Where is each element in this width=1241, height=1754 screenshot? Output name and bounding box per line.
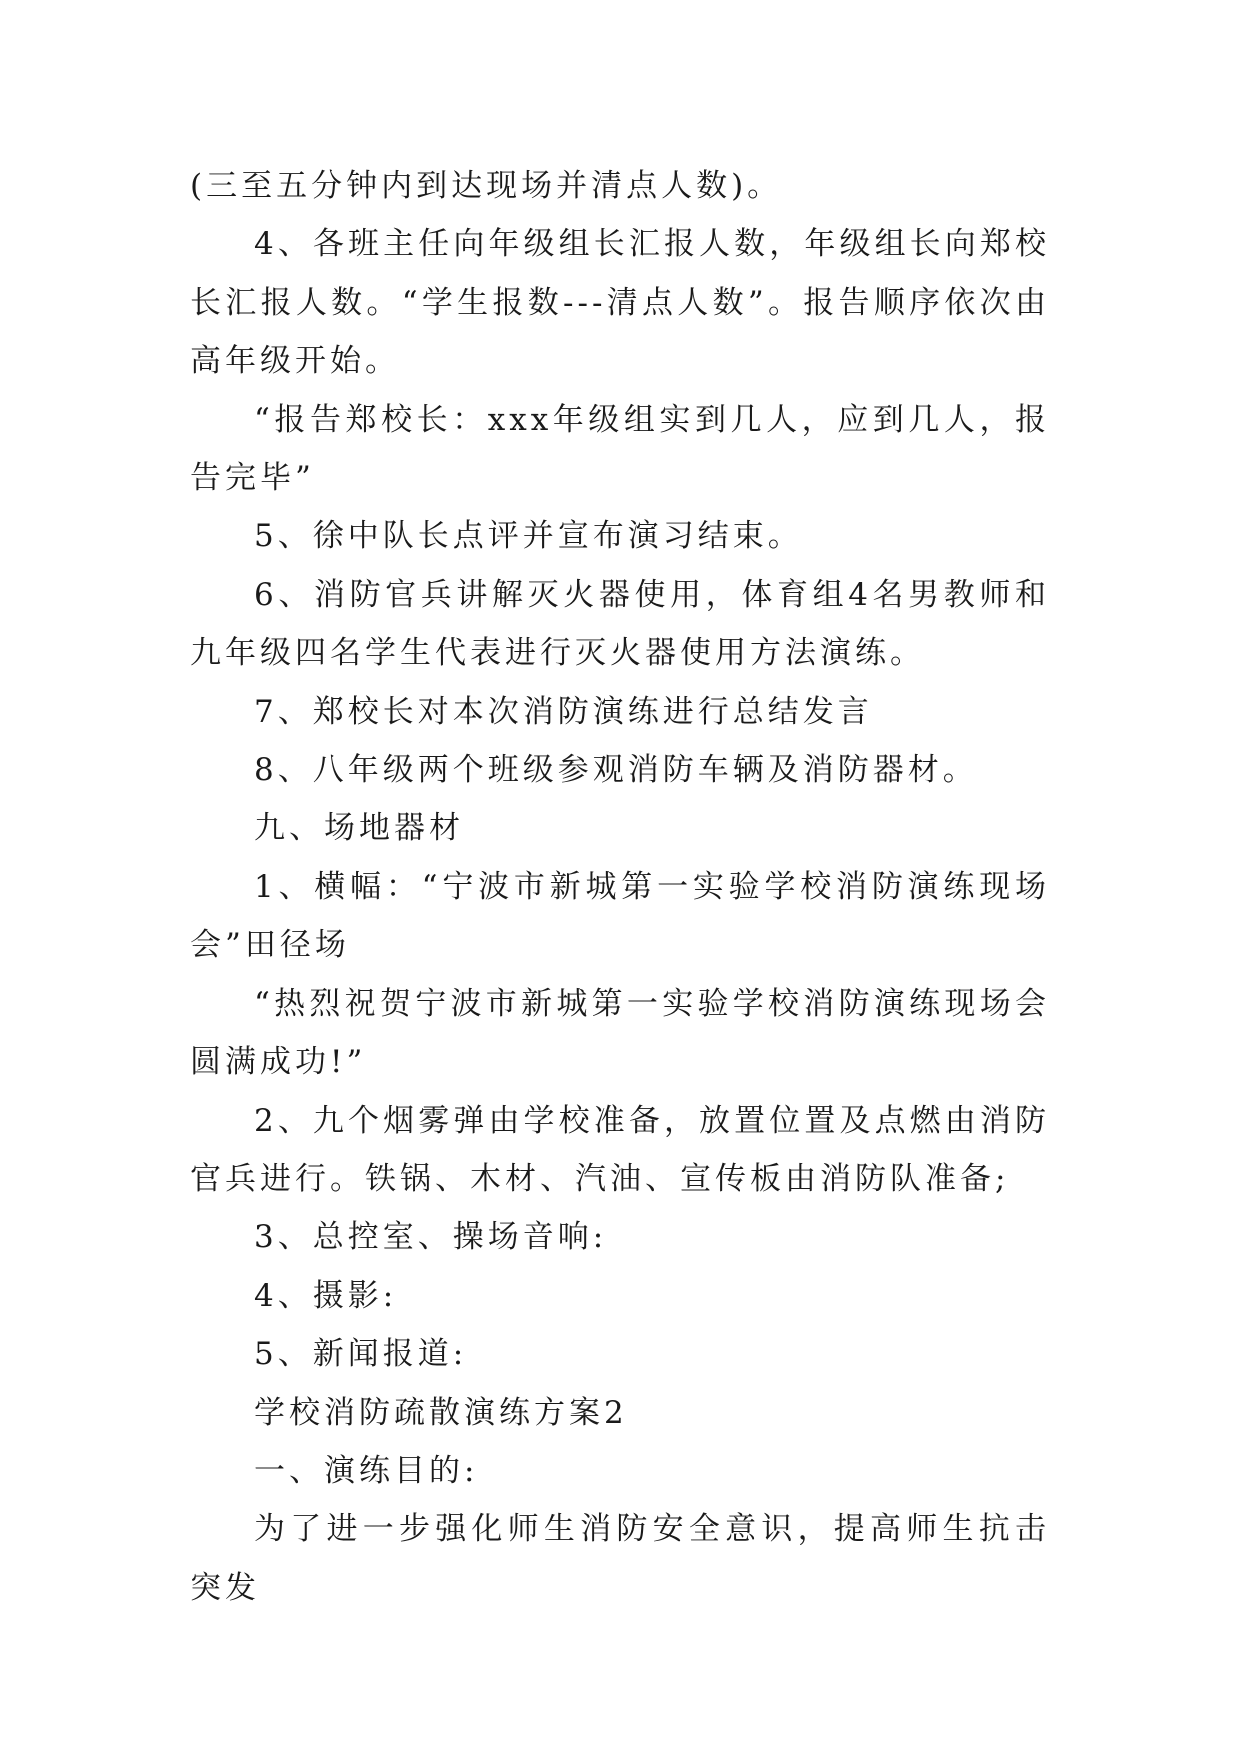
paragraph-1: (三至五分钟内到达现场并清点人数)。 (190, 168, 783, 204)
section-heading-1: 一、演练目的: (254, 1452, 479, 1489)
paragraph-7: 8、八年级两个班级参观消防车辆及消防器材。 (254, 752, 978, 789)
document-title-2: 学校消防疏散演练方案2 (254, 1394, 628, 1431)
paragraph-8: 1、横幅：“宁波市新城第一实验学校消防演练现场会”田径场 (190, 868, 1050, 964)
paragraph-10: 2、九个烟雾弹由学校准备，放置位置及点燃由消防官兵进行。铁锅、木材、汽油、宣传板由消防队准备; (190, 1102, 1050, 1197)
section-heading-9: 九、场地器材 (254, 810, 464, 847)
paragraph-12: 4、摄影: (254, 1277, 398, 1314)
paragraph-11: 3、总控室、操场音响: (254, 1219, 608, 1256)
paragraph-6: 7、郑校长对本次消防演练进行总结发言 (254, 693, 873, 730)
paragraph-5: 6、消防官兵讲解灭火器使用，体育组4名男教师和九年级四名学生代表进行灭火器使用方法演练。 (190, 576, 1050, 672)
paragraph-3: “报告郑校长：xxx年级组实到几人，应到几人，报告完毕” (190, 401, 1050, 497)
paragraph-2: 4、各班主任向年级组长汇报人数，年级组长向郑校长汇报人数。“学生报数---清点人数”。报告顺序依次由高年级开始。 (190, 226, 1050, 380)
paragraph-9: “热烈祝贺宁波市新城第一实验学校消防演练现场会圆满成功!” (190, 985, 1050, 1081)
paragraph-4: 5、徐中队长点评并宣布演习结束。 (254, 518, 803, 555)
document-body (190, 157, 1050, 1617)
paragraph-13: 5、新闻报道: (254, 1336, 468, 1373)
paragraph-14: 为了进一步强化师生消防安全意识，提高师生抗击突发 (190, 1511, 1050, 1606)
